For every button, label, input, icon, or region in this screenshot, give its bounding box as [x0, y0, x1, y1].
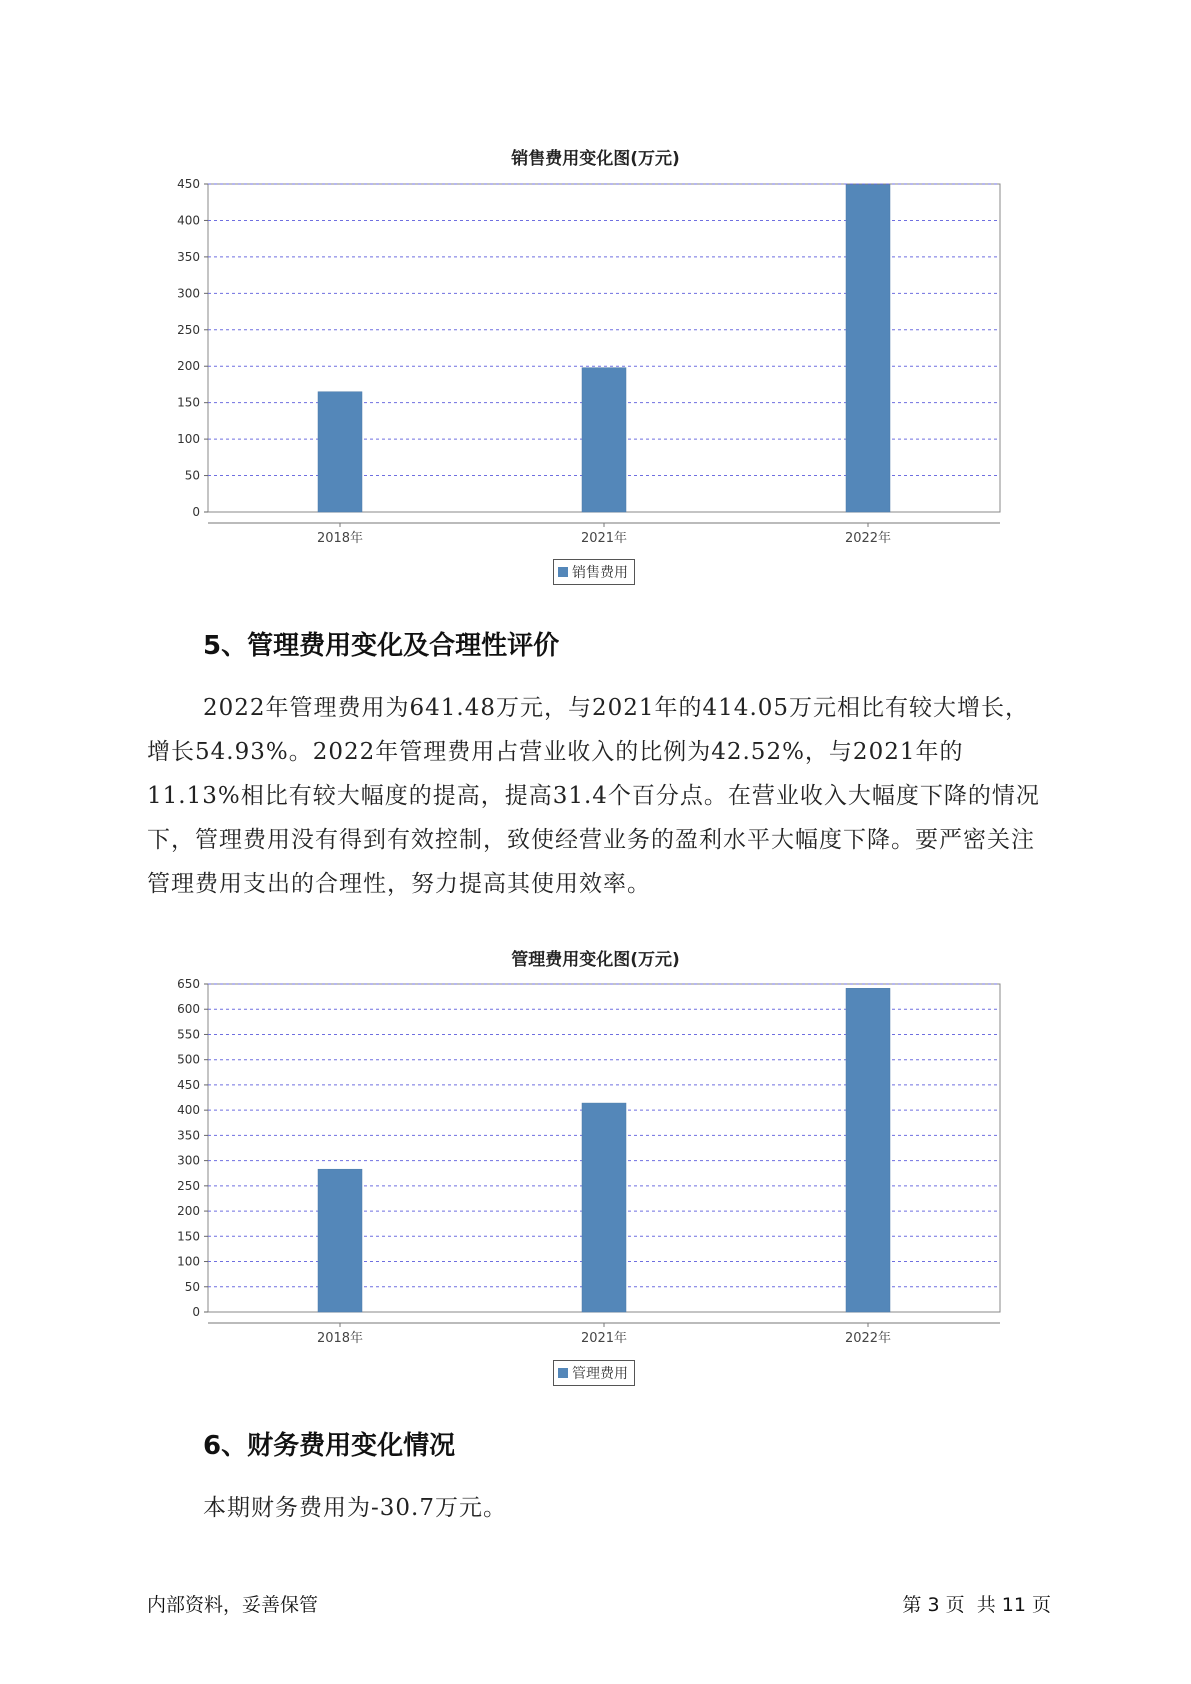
sales-chart-title: 销售费用变化图(万元) [511, 149, 680, 169]
x-tick-label: 2018年 [316, 1331, 364, 1346]
bar [318, 1169, 362, 1312]
total-prefix: 共 [976, 1594, 996, 1616]
y-tick-label: 300 [177, 286, 200, 301]
sales-legend-label: 销售费用 [572, 565, 628, 581]
x-tick-label: 2021年 [580, 531, 628, 546]
footer-page-info [902, 1590, 1051, 1617]
y-tick-label: 150 [177, 395, 200, 410]
section-5-heading: 5、管理费用变化及合理性评价 [203, 631, 560, 661]
total-unit: 页 [1031, 1594, 1051, 1616]
y-tick-label: 150 [177, 1229, 200, 1244]
x-tick-label: 2021年 [580, 1331, 628, 1346]
x-tick-label: 2022年 [844, 531, 892, 546]
x-tick-label: 2018年 [316, 531, 364, 546]
bar [318, 392, 362, 512]
bar [582, 368, 626, 512]
y-tick-label: 100 [177, 1254, 200, 1269]
y-tick-label: 400 [177, 213, 200, 228]
total-pages: 11 [1001, 1594, 1026, 1616]
footer-confidential-note: 内部资料，妥善保管 [147, 1594, 319, 1616]
y-tick-label: 600 [177, 1002, 200, 1017]
section-6-paragraph: 本期财务费用为-30.7万元。 [203, 1495, 507, 1521]
y-tick-label: 500 [177, 1052, 200, 1067]
sales-chart-legend [553, 559, 635, 585]
bar [846, 988, 890, 1312]
legend-swatch-icon [558, 1368, 568, 1378]
y-tick-label: 450 [177, 177, 200, 191]
section-5-paragraph: 2022年管理费用为641.48万元，与2021年的414.05万元相比有较大增长，增长54.93%。2022年管理费用占营业收入的比例为42.52%，与2021年的11.13%相比有较大幅度的提高，提高31.4个百分点。在营业收入大幅度下降的情况下，管理费用没有得到有效控制，致使经营业务的盈利水平大幅度下降。要严密关注管理费用支出的合理性，努力提高其使用效率。 [147, 695, 1040, 897]
y-tick-label: 400 [177, 1103, 200, 1118]
y-tick-label: 650 [177, 977, 200, 991]
y-tick-label: 200 [177, 359, 200, 374]
x-tick-label: 2022年 [844, 1331, 892, 1346]
page-prefix: 第 [902, 1594, 922, 1616]
y-tick-label: 550 [177, 1027, 200, 1042]
bar [846, 185, 890, 512]
mgmt-chart [0, 970, 1191, 1350]
sales-chart [0, 170, 1191, 550]
y-tick-label: 0 [192, 505, 200, 519]
y-tick-label: 250 [177, 1178, 200, 1193]
legend-swatch-icon [558, 567, 568, 577]
y-tick-label: 100 [177, 432, 200, 447]
y-tick-label: 450 [177, 1077, 200, 1092]
y-tick-label: 200 [177, 1204, 200, 1219]
page-number: 3 [927, 1594, 940, 1616]
y-tick-label: 350 [177, 1128, 200, 1143]
page-unit: 页 [945, 1594, 965, 1616]
y-tick-label: 250 [177, 322, 200, 337]
section-6-heading: 6、财务费用变化情况 [203, 1431, 456, 1461]
bar [582, 1103, 626, 1312]
y-tick-label: 350 [177, 249, 200, 264]
mgmt-legend-label: 管理费用 [572, 1366, 628, 1382]
y-tick-label: 50 [184, 468, 200, 483]
mgmt-chart-title: 管理费用变化图(万元) [511, 950, 680, 970]
y-tick-label: 0 [192, 1305, 200, 1319]
y-tick-label: 50 [184, 1279, 200, 1294]
y-tick-label: 300 [177, 1153, 200, 1168]
mgmt-chart-legend [553, 1360, 635, 1386]
